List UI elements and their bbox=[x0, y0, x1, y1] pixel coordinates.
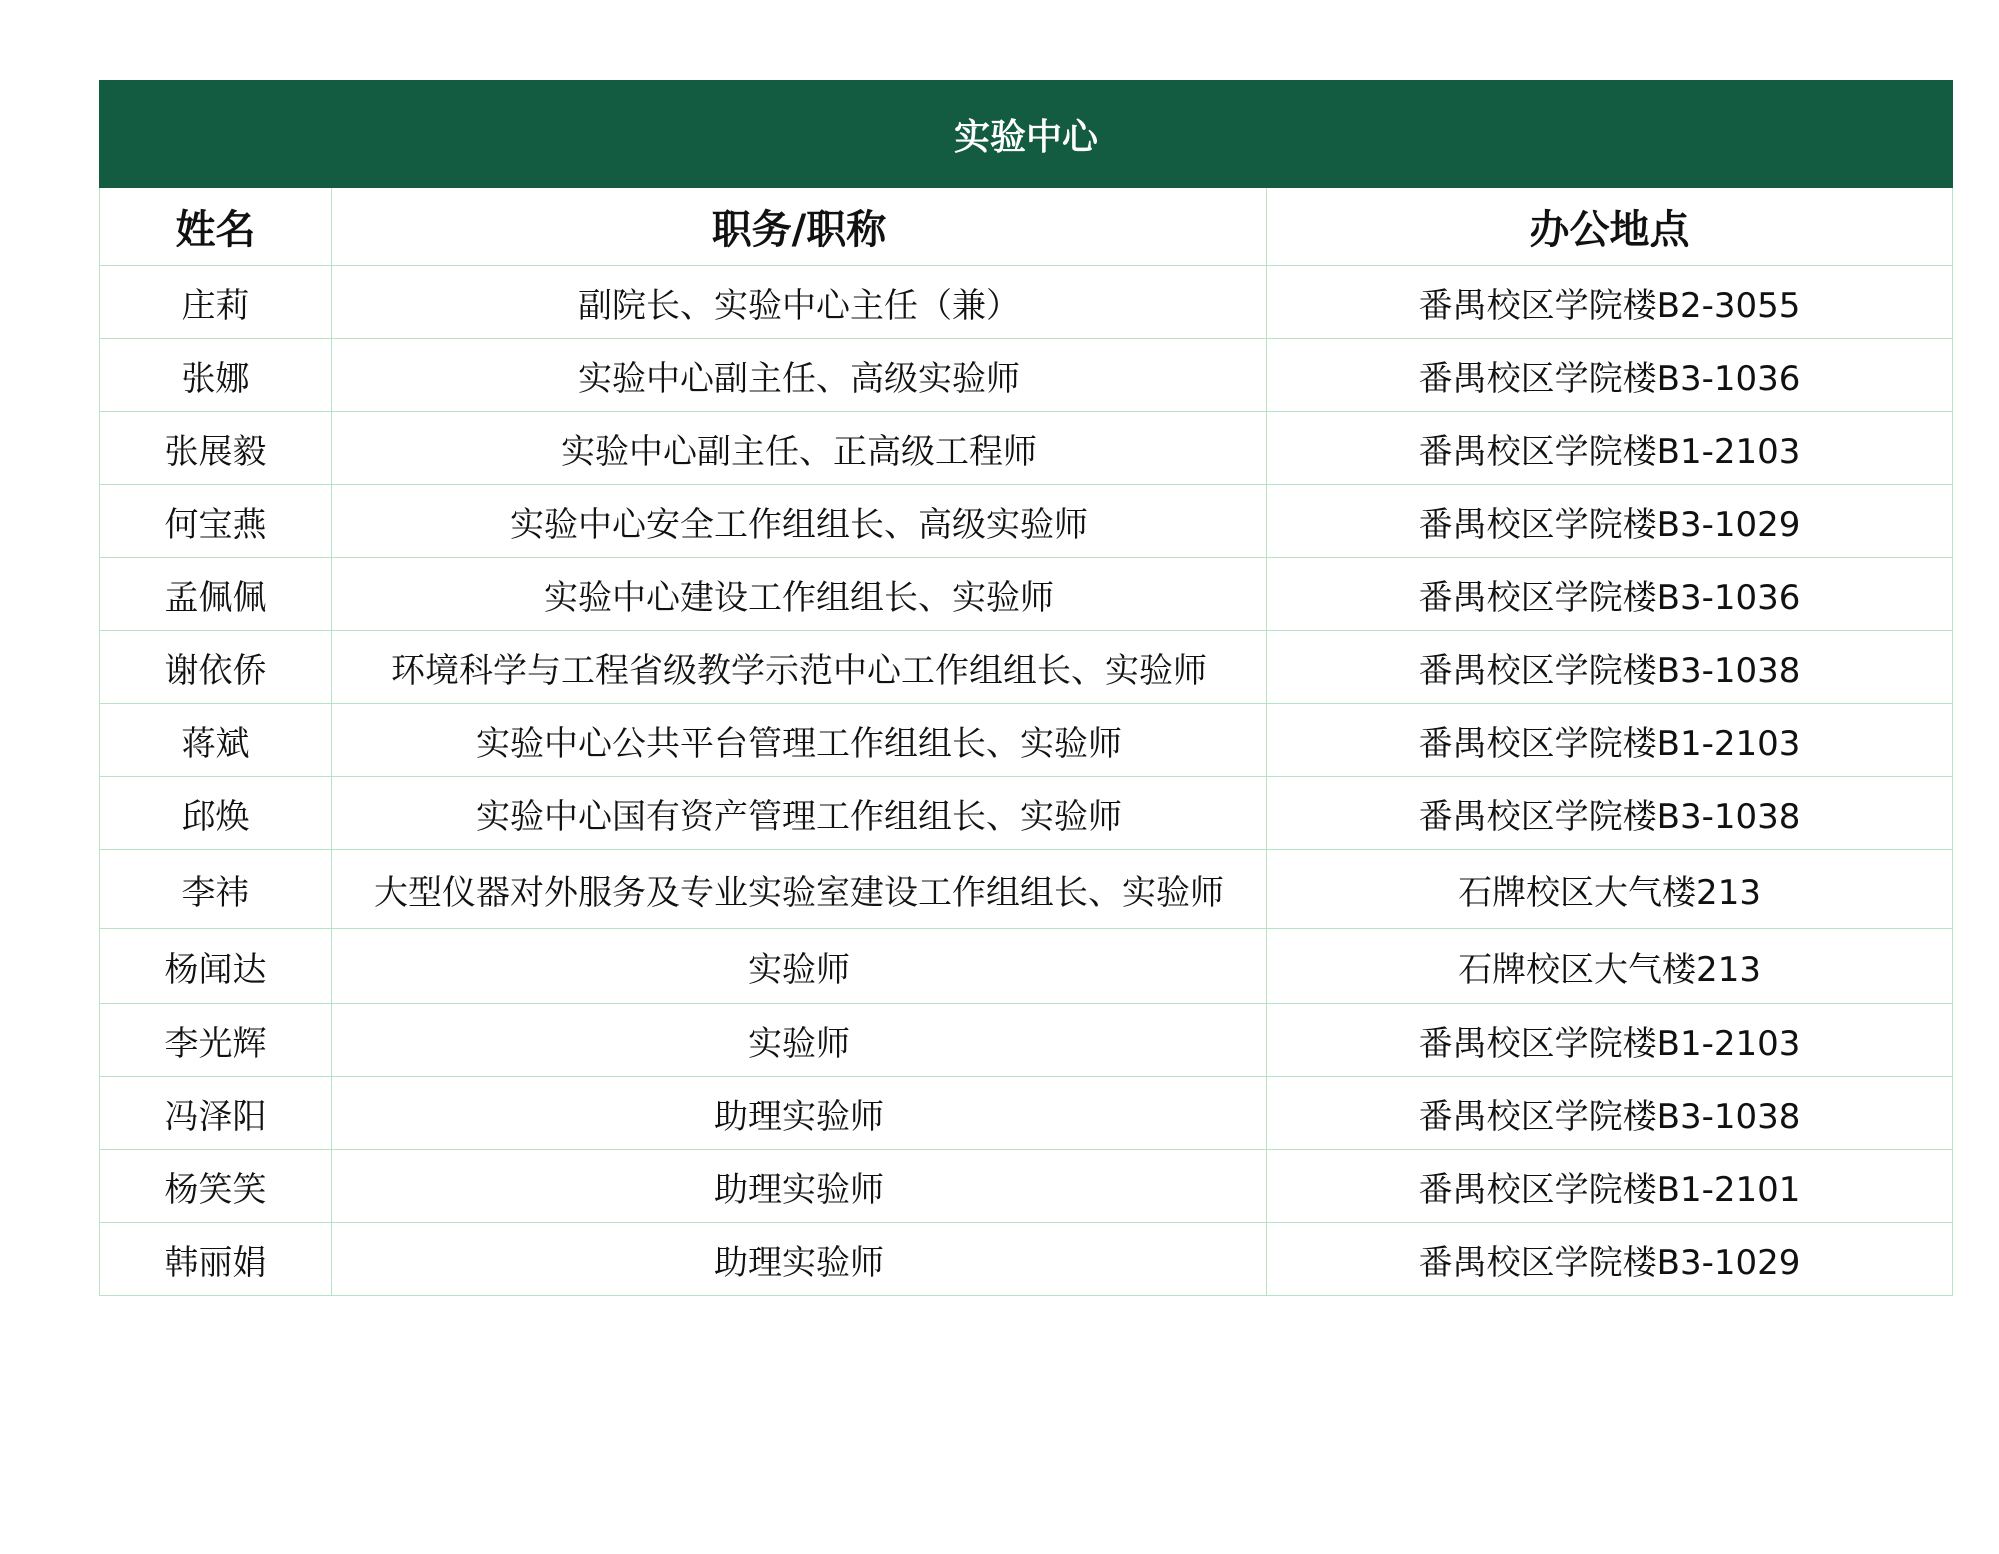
cell-name: 张娜 bbox=[100, 339, 332, 412]
cell-name: 李祎 bbox=[100, 850, 332, 929]
table-row bbox=[100, 1077, 1953, 1150]
staff-table bbox=[99, 80, 1953, 1296]
cell-position: 实验中心公共平台管理工作组组长、实验师 bbox=[332, 704, 1267, 777]
table-row bbox=[100, 850, 1953, 929]
table-row bbox=[100, 1004, 1953, 1077]
cell-location: 番禺校区学院楼B1-2103 bbox=[1267, 704, 1953, 777]
header-location: 办公地点 bbox=[1267, 188, 1953, 266]
table-title: 实验中心 bbox=[100, 81, 1953, 188]
cell-name: 张展毅 bbox=[100, 412, 332, 485]
header-row bbox=[100, 188, 1953, 266]
table-row bbox=[100, 558, 1953, 631]
table-row bbox=[100, 485, 1953, 558]
cell-location: 番禺校区学院楼B3-1038 bbox=[1267, 777, 1953, 850]
cell-position: 实验中心国有资产管理工作组组长、实验师 bbox=[332, 777, 1267, 850]
cell-location: 番禺校区学院楼B1-2103 bbox=[1267, 1004, 1953, 1077]
cell-position: 实验中心安全工作组组长、高级实验师 bbox=[332, 485, 1267, 558]
table-row bbox=[100, 631, 1953, 704]
cell-name: 韩丽娟 bbox=[100, 1223, 332, 1296]
cell-position: 实验师 bbox=[332, 1004, 1267, 1077]
table-row bbox=[100, 412, 1953, 485]
cell-name: 李光辉 bbox=[100, 1004, 332, 1077]
cell-name: 邱焕 bbox=[100, 777, 332, 850]
cell-position: 实验中心副主任、高级实验师 bbox=[332, 339, 1267, 412]
table-row bbox=[100, 1150, 1953, 1223]
cell-position: 副院长、实验中心主任（兼） bbox=[332, 266, 1267, 339]
cell-name: 杨笑笑 bbox=[100, 1150, 332, 1223]
table-row bbox=[100, 777, 1953, 850]
cell-name: 谢依侨 bbox=[100, 631, 332, 704]
table-row bbox=[100, 266, 1953, 339]
staff-sheet bbox=[99, 80, 1952, 1296]
cell-position: 实验中心副主任、正高级工程师 bbox=[332, 412, 1267, 485]
cell-name: 何宝燕 bbox=[100, 485, 332, 558]
cell-name: 蒋斌 bbox=[100, 704, 332, 777]
cell-name: 杨闻达 bbox=[100, 929, 332, 1004]
cell-position: 助理实验师 bbox=[332, 1150, 1267, 1223]
cell-location: 番禺校区学院楼B3-1029 bbox=[1267, 1223, 1953, 1296]
table-row bbox=[100, 929, 1953, 1004]
cell-location: 番禺校区学院楼B3-1038 bbox=[1267, 1077, 1953, 1150]
cell-location: 石牌校区大气楼213 bbox=[1267, 929, 1953, 1004]
cell-position: 大型仪器对外服务及专业实验室建设工作组组长、实验师 bbox=[332, 850, 1267, 929]
cell-name: 庄莉 bbox=[100, 266, 332, 339]
header-name: 姓名 bbox=[100, 188, 332, 266]
cell-position: 助理实验师 bbox=[332, 1077, 1267, 1150]
header-position: 职务/职称 bbox=[332, 188, 1267, 266]
cell-position: 环境科学与工程省级教学示范中心工作组组长、实验师 bbox=[332, 631, 1267, 704]
cell-position: 助理实验师 bbox=[332, 1223, 1267, 1296]
cell-location: 番禺校区学院楼B3-1036 bbox=[1267, 339, 1953, 412]
cell-name: 冯泽阳 bbox=[100, 1077, 332, 1150]
cell-position: 实验中心建设工作组组长、实验师 bbox=[332, 558, 1267, 631]
cell-location: 番禺校区学院楼B2-3055 bbox=[1267, 266, 1953, 339]
cell-location: 石牌校区大气楼213 bbox=[1267, 850, 1953, 929]
table-row bbox=[100, 704, 1953, 777]
cell-location: 番禺校区学院楼B3-1029 bbox=[1267, 485, 1953, 558]
table-row bbox=[100, 1223, 1953, 1296]
cell-location: 番禺校区学院楼B3-1038 bbox=[1267, 631, 1953, 704]
cell-name: 孟佩佩 bbox=[100, 558, 332, 631]
table-row bbox=[100, 339, 1953, 412]
cell-location: 番禺校区学院楼B1-2101 bbox=[1267, 1150, 1953, 1223]
cell-position: 实验师 bbox=[332, 929, 1267, 1004]
cell-location: 番禺校区学院楼B3-1036 bbox=[1267, 558, 1953, 631]
cell-location: 番禺校区学院楼B1-2103 bbox=[1267, 412, 1953, 485]
